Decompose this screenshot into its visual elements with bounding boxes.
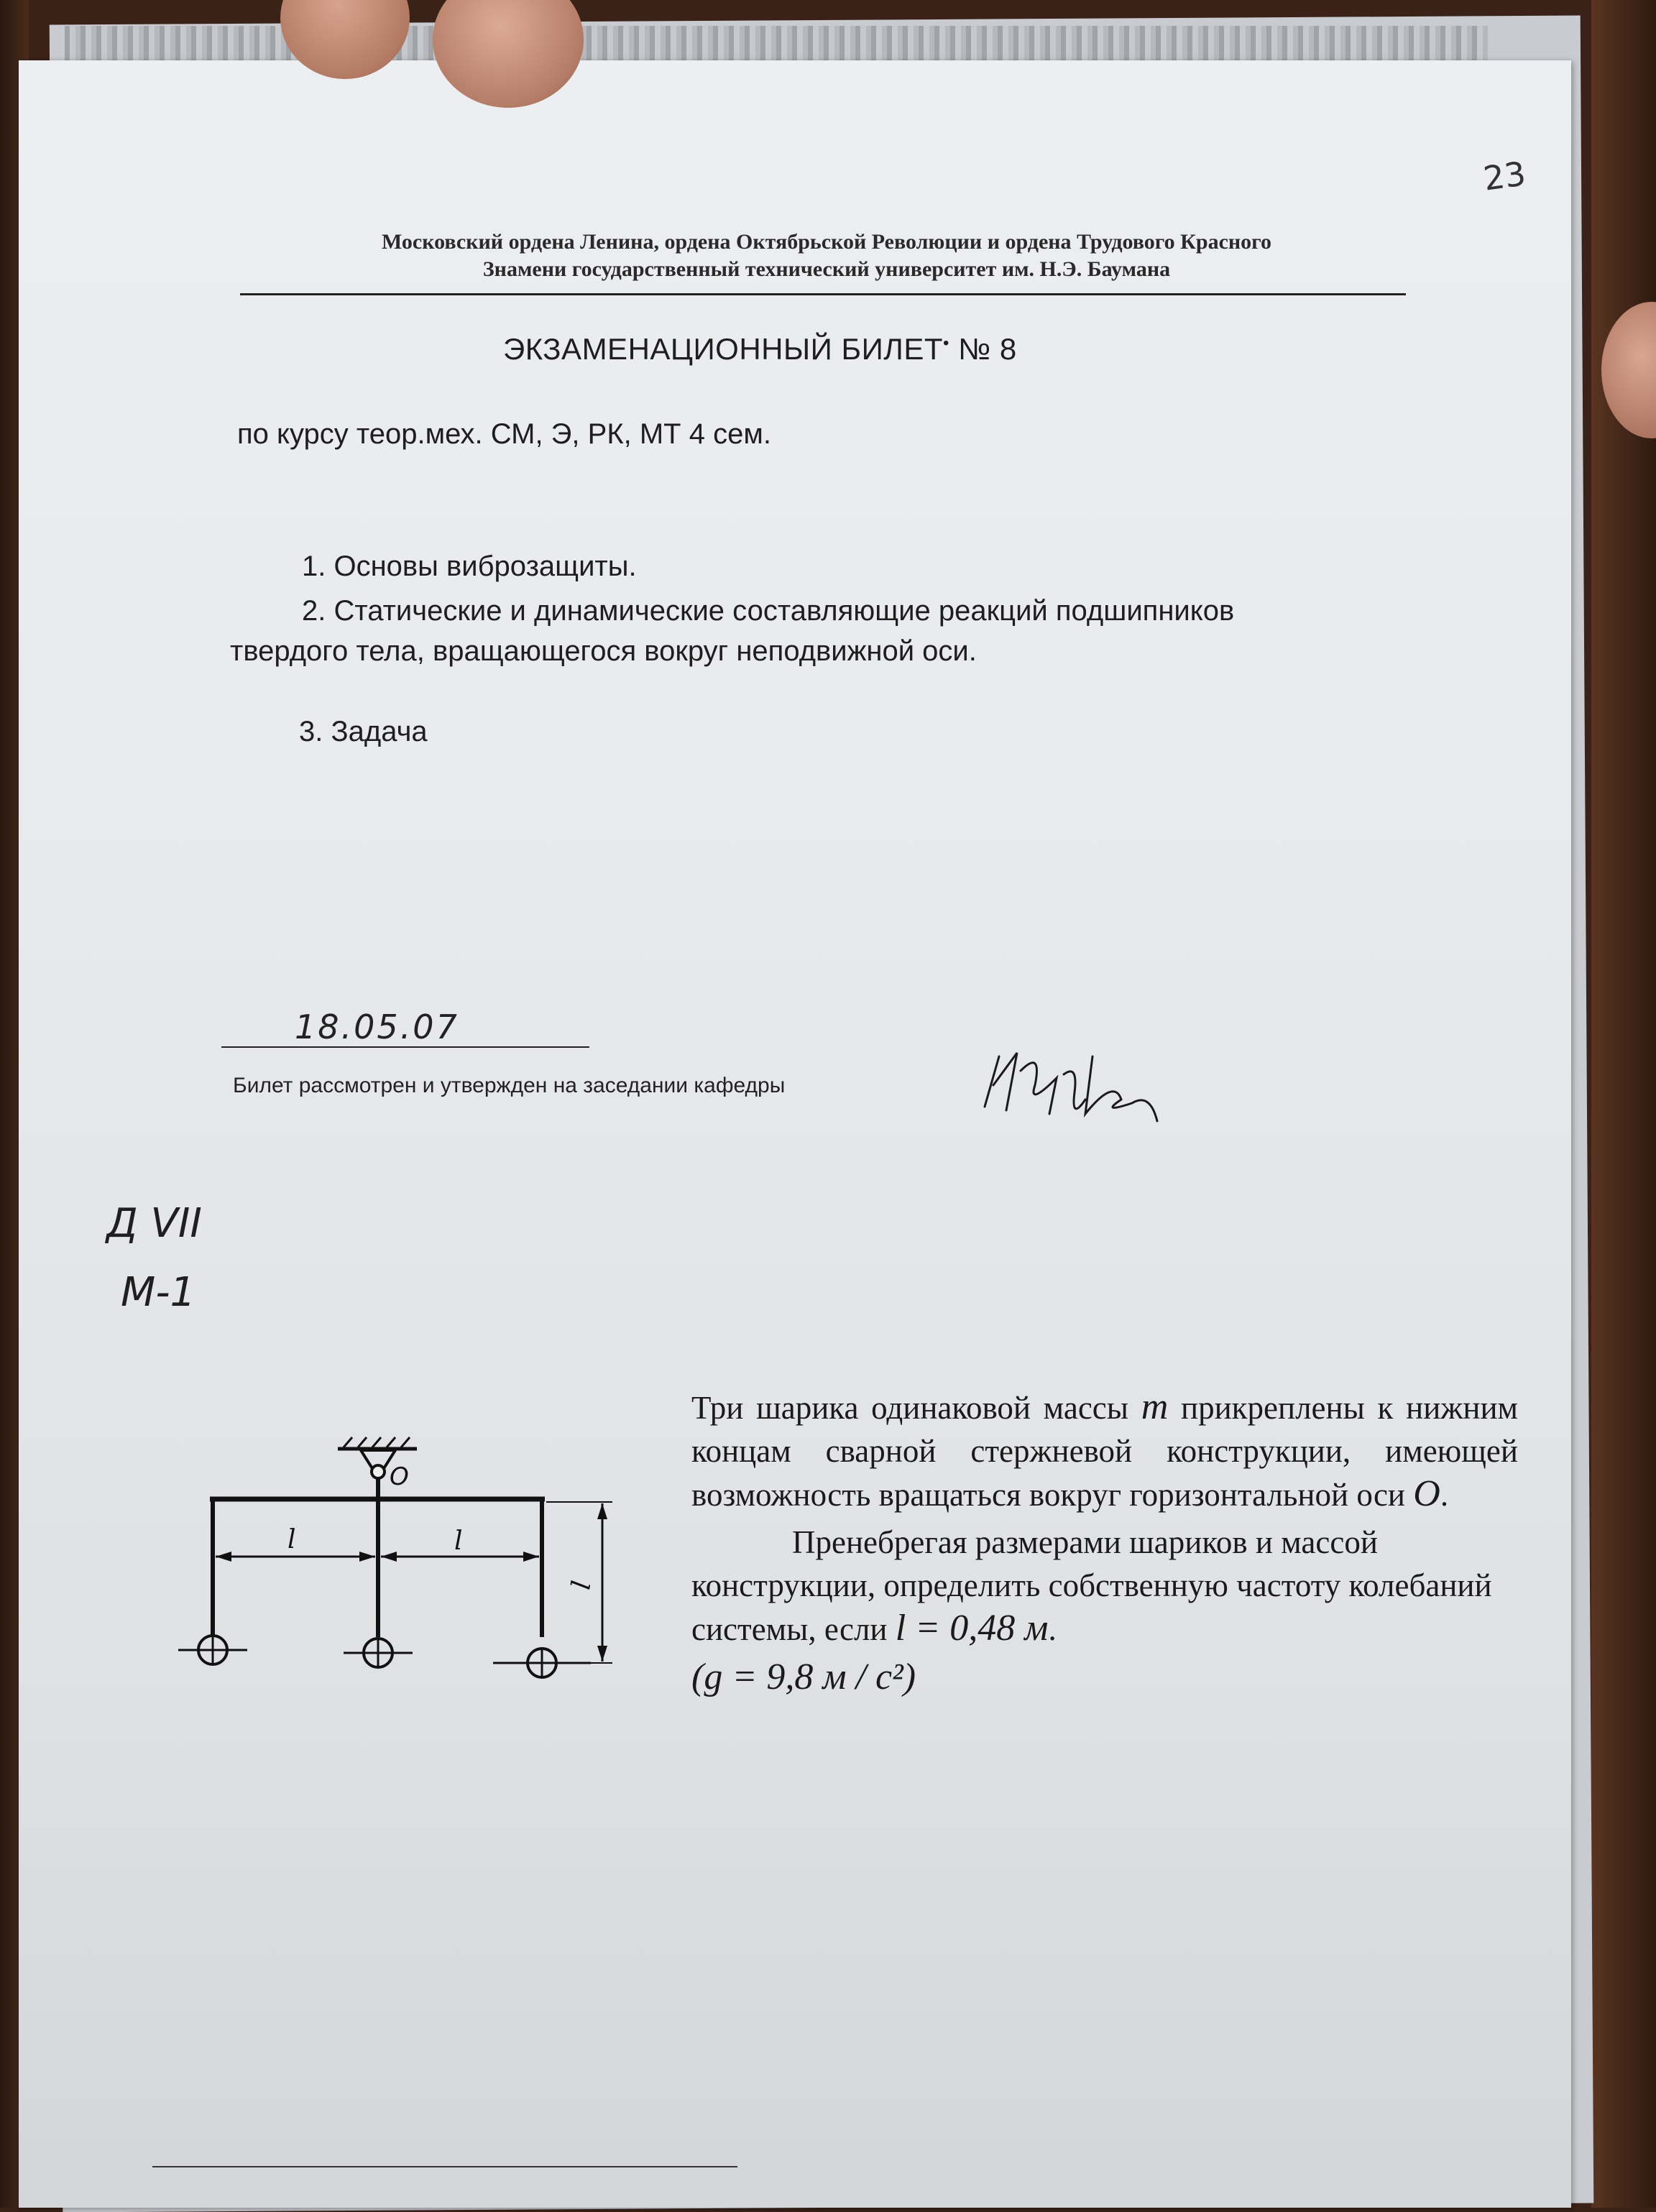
question-2-line-2: твердого тела, вращающегося вокруг неподвижной оси. xyxy=(230,635,977,667)
problem-paragraph-1 xyxy=(691,1386,1518,1516)
ball-left xyxy=(178,1636,247,1664)
pivot-label: O xyxy=(390,1462,409,1491)
problem-text-2a: Пренебрегая размерами шариков и массой конструкции, определить собственную частоту колебаний системы, если xyxy=(691,1524,1492,1647)
gravity-formula-text: (g = 9,8 м / c²) xyxy=(691,1656,916,1697)
problem-text-1a: Три шарика одинаковой массы xyxy=(691,1390,1128,1426)
dimension-left-label: l xyxy=(288,1525,296,1554)
question-1: 1. Основы виброзащиты. xyxy=(302,550,637,582)
course-line: по курсу теор.мех. СМ, Э, РК, МТ 4 сем. xyxy=(237,418,771,450)
problem-text-1b: прикреплены к нижним концам сварной стержневой конструкции, имеющей возможность вращаться вокруг горизонтальной оси xyxy=(691,1390,1519,1513)
question-3: 3. Задача xyxy=(299,716,428,747)
signature xyxy=(978,1035,1164,1135)
handwritten-code-1: Д VII xyxy=(106,1200,202,1247)
ticket-title: ЭКЗАМЕНАЦИОННЫЙ БИЛЕТ• № 8 xyxy=(503,332,1017,366)
question-2-line-1: 2. Статические и динамические составляющие реакций подшипников xyxy=(302,595,1235,627)
header-line-1: Московский ордена Ленина, ордена Октябрьской Революции и ордена Трудового Красного xyxy=(381,230,1272,254)
ticket-title-text: ЭКЗАМЕНАЦИОННЫЙ БИЛЕТ xyxy=(503,332,944,366)
problem-text-2-end: . xyxy=(1048,1611,1057,1647)
header-rule xyxy=(240,293,1406,295)
exam-sheet xyxy=(19,60,1571,2208)
university-header xyxy=(237,229,1416,283)
handwritten-code-2: М-1 xyxy=(121,1269,196,1316)
approval-text: Билет рассмотрен и утвержден на заседании кафедры xyxy=(233,1074,786,1097)
variable-m: m xyxy=(1141,1386,1169,1427)
problem-paragraph-2 xyxy=(691,1521,1518,1651)
gravity-formula xyxy=(691,1655,1518,1699)
length-formula: l = 0,48 м xyxy=(895,1608,1049,1649)
corner-mark: 23 xyxy=(1481,154,1529,198)
problem-statement xyxy=(691,1386,1518,1699)
dimension-height-label: l xyxy=(566,1578,597,1593)
problem-text-1-end: . xyxy=(1440,1477,1449,1513)
variable-O: O xyxy=(1413,1473,1440,1514)
ball-center xyxy=(344,1639,413,1667)
bottom-rule xyxy=(152,2166,737,2167)
dimension-right-label: l xyxy=(454,1526,463,1556)
ticket-number: № 8 xyxy=(958,332,1017,366)
approval-date: 18.05.07 xyxy=(295,1008,459,1046)
header-line-2: Знамени государственный технический университет им. Н.Э. Баумана xyxy=(482,257,1171,281)
rod-structure-diagram xyxy=(172,1434,632,1693)
